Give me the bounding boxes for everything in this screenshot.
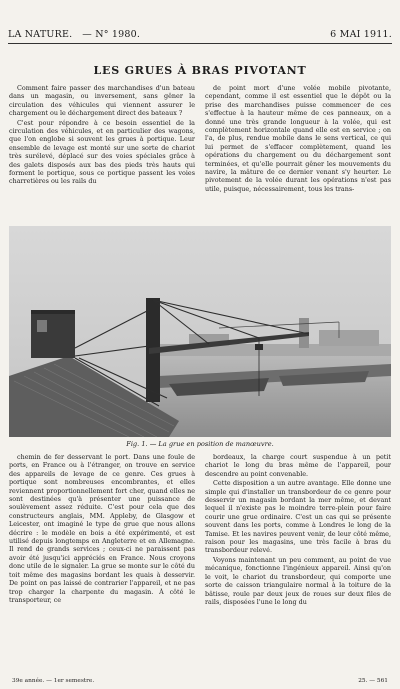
paragraph: Comment faire passer des marchandises d'un bateau dans un magasin, ou inversement, sans gêner la circulation des véhicules qui viennent assurer le chargement ou le déchargement direct des bateaux ? xyxy=(9,84,195,118)
header-rule xyxy=(8,43,392,44)
paragraph: C'est pour répondre à ce besoin essentiel de la circulation des véhicules, et en particulier des wagons, que l'on englobe si souvent les grues à portique. Leur ensemble de levage est monté sur une sorte de chariot très surélevé, déplacé sur des voies spéciales grâce à des galets disposés aux bas des pieds très hauts qui forment le portique, sous ce portique passent les voies charretières ou les rails du xyxy=(9,118,195,186)
paragraph: de point mort d'une volée mobile pivotante, cependant, comme il est essentiel que le dépôt ou la prise des marchandises puisse commencer de ces s'effectue à la hauteur même de ces panneaux, on a donné une très grande longueur à la volée, qui est complètement horizontale quand elle est en service ; on l'a, de plus, rendue mobile dans le sens vertical, ce qui lui permet de s'effacer complètement, quand les opérations du chargement ou du déchargement sont terminées, et qu'elle pourrait gêner les mouvements du navire, la mâture de ce dernier venant s'y heurter. Le pivotement de la volée durant les opérations n'est pas utile, puisque, nécessairement, tous les trans- xyxy=(205,84,391,193)
column-bottom-left xyxy=(9,453,195,673)
column-bottom-right xyxy=(205,453,391,673)
paragraph: Voyons maintenant un peu comment, au point de vue mécanique, fonctionne l'ingénieux appareil. Ainsi qu'on le voit, le chariot du transbordeur, qui comporte une sorte de caisson triangulaire normal à la toiture de la bâtisse, roule par deux jeux de roues sur deux files de rails, disposées l'une le long du xyxy=(205,555,391,606)
crane-photograph xyxy=(9,226,391,437)
column-top-left xyxy=(9,84,195,218)
figure-caption: Fig. 1. — La grue en position de manœuvre. xyxy=(126,440,274,448)
issue-date: 6 MAI 1911. xyxy=(330,28,392,40)
article-title: LES GRUES À BRAS PIVOTANT xyxy=(93,64,307,77)
bottom-columns xyxy=(9,453,391,673)
paragraph: Cette disposition a un autre avantage. Elle donne une simple qui d'installer un transbordeur de ce genre pour desservir un magasin bordant la mer même, et devant lequel il n'existe pas le moindre terre-plein pour faire courir une grue ordinaire. C'est un cas qui se présente souvent dans les ports, comme à Londres le long de la Tamise. Et les navires peuvent venir, de leur côté même, raison pour les magasins, une très facile à bras du transbordeur relevé. xyxy=(205,479,391,555)
crane-illustration xyxy=(9,226,391,437)
running-header xyxy=(8,26,392,42)
issue-number: — N° 1980. xyxy=(82,28,141,40)
paragraph: bordeaux, la charge court suspendue à un petit chariot le long du bras même de l'appareil, pour descendre au point convenable. xyxy=(205,453,391,478)
page-number: 25. — 561 xyxy=(358,678,388,684)
column-top-right xyxy=(205,84,391,218)
paragraph: chemin de fer desservant le port. Dans une foule de ports, en France ou à l'étranger, on trouve en service des appareils de levage de ce genre. Ces grues à portique sont nombreuses encombrantes, et elles reviennent proportionnellement fort cher, quand elles ne sont destinées qu'à présenter une puissance de soulèvement assez réduite. C'est pour cela que des constructeurs anglais, MM. Appleby, de Glasgow et Leicester, ont imaginé le type de grue que nous allons décrire : le modèle en bois a été expérimenté, et est utilisé depuis longtemps en Angleterre et en Allemagne. Il rend de grands services ; ceux-ci ne paraissent pas avoir été jusqu'ici appréciés en France. Nous croyons donc utile de le signaler. La grue se monte sur le côté du toit même des magasins bordant les quais à desservir. De point on pas laissé de contrarier l'appareil, et ne pas trop charger la charpente du magasin. À côté le transporteur, ce xyxy=(9,453,195,604)
top-columns xyxy=(9,84,391,218)
journal-name: LA NATURE. xyxy=(8,28,73,40)
page-footer xyxy=(12,678,388,684)
volume-info: 39e année. — 1er semestre. xyxy=(12,678,95,684)
